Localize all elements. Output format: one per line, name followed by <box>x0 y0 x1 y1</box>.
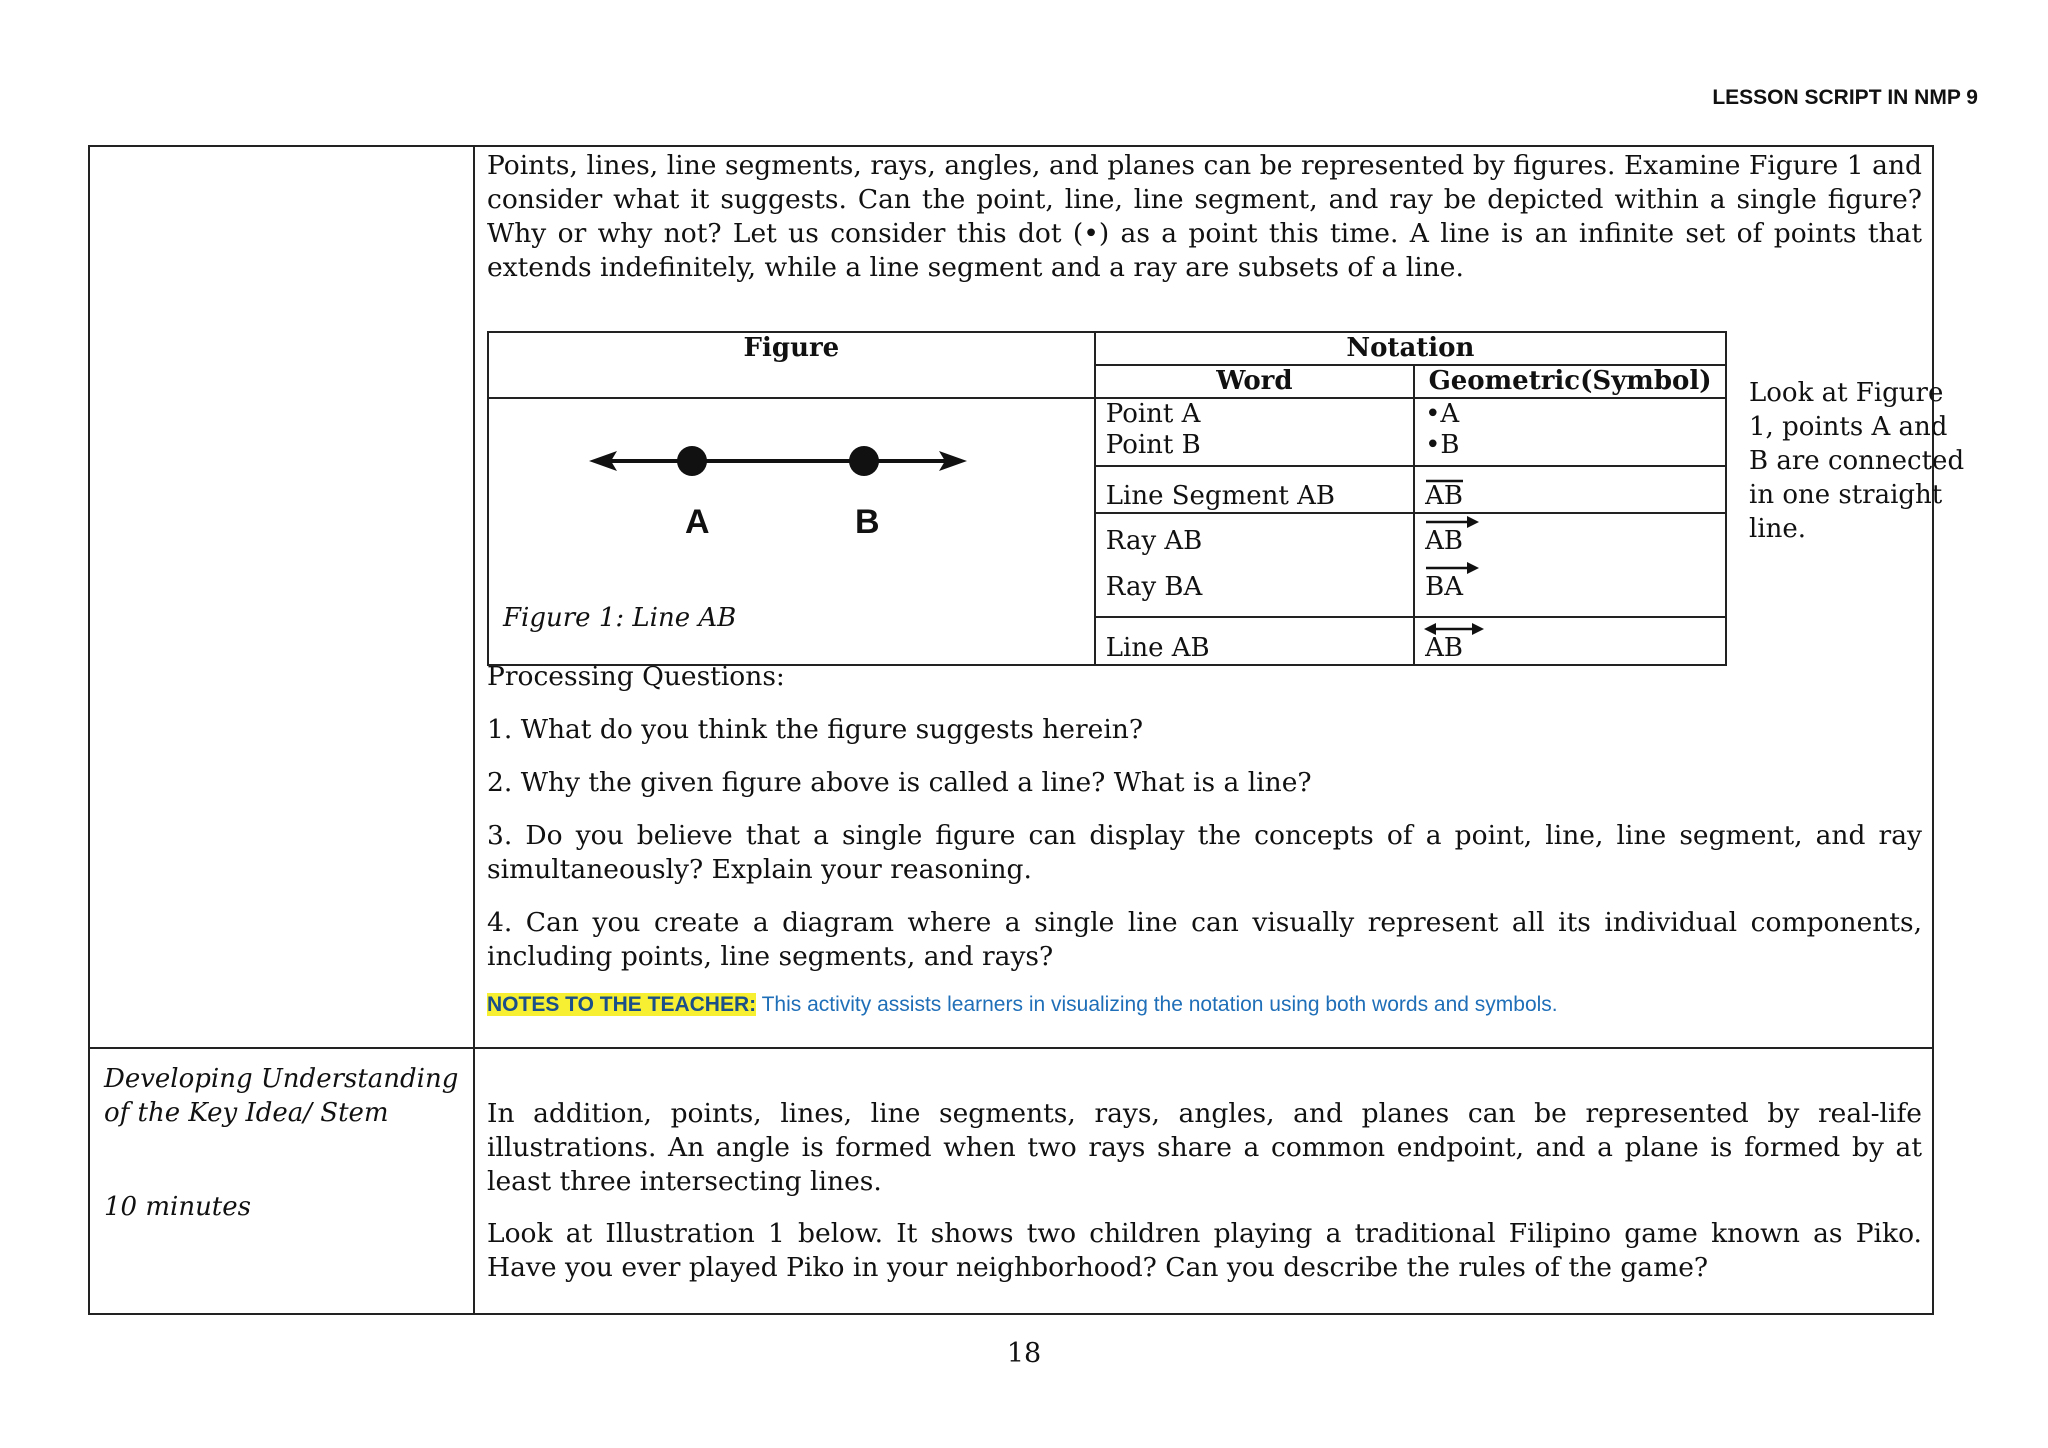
activity-cell <box>487 147 1965 1016</box>
intro-paragraph: Points, lines, line segments, rays, angles, and planes can be represented by figures. Examine Figure 1 and consider what it suggests. Can the point, line, line segment, and ray be depicted within a single figure? Why or why not? Let us consider this dot (•) as a point this time. A line is an infinite set of points that extends indefinitely, while a line segment and a ray are subsets of a line. <box>487 150 1922 283</box>
points-symbol-cell <box>1414 398 1726 466</box>
label-b: B <box>855 503 880 541</box>
segment-word: Line Segment AB <box>1105 481 1335 511</box>
notes-label: NOTES TO THE TEACHER: <box>487 993 757 1016</box>
notation-header: Notation <box>1095 332 1726 365</box>
line-word-cell <box>1095 617 1414 665</box>
point-b-symbol: •B <box>1425 430 1460 460</box>
ray-arrow-icon <box>1425 515 1481 529</box>
question-1: 1. What do you think the figure suggests herein? <box>487 714 1144 745</box>
double-arrow-icon <box>1423 622 1485 636</box>
line-symbol: AB <box>1425 633 1463 664</box>
question-2: 2. Why the given figure above is called a line? What is a line? <box>487 767 1312 798</box>
ray-ba-word: Ray BA <box>1105 572 1203 602</box>
segment-word-cell <box>1095 466 1414 513</box>
ray-ab-symbol: AB <box>1425 526 1715 557</box>
section-time: 10 minutes <box>104 1192 251 1222</box>
processing-title: Processing Questions: <box>487 661 785 692</box>
section-label-cell <box>104 1062 464 1224</box>
label-a: A <box>685 503 710 541</box>
lesson-table <box>88 145 1965 1315</box>
section-paragraph-1: In addition, points, lines, line segments, rays, angles, and planes can be represented by real-life illustrations. An angle is formed when two rays share a common endpoint, and a plane is formed by at least three intersecting lines. <box>487 1098 1922 1197</box>
point-a-symbol: •A <box>1425 399 1460 429</box>
line-word: Line AB <box>1105 633 1210 663</box>
figure-cell <box>488 398 1095 665</box>
processing-questions <box>487 660 1922 1017</box>
line-symbol-cell <box>1414 617 1726 665</box>
teacher-notes <box>487 993 1922 1017</box>
point-a-word: Point A <box>1105 399 1201 429</box>
page-number: 18 <box>1006 1338 1042 1369</box>
section-paragraph-2: Look at Illustration 1 below. It shows two children playing a traditional Filipino game known as Piko. Have you ever played Piko in your neighborhood? Can you describe the rules of the game? <box>487 1218 1922 1283</box>
geometric-header: Geometric(Symbol) <box>1414 365 1726 398</box>
rays-word-cell <box>1095 513 1414 617</box>
section-label: Developing Understanding of the Key Idea/ Stem <box>104 1064 459 1128</box>
ray-ba-symbol: BA <box>1425 572 1715 603</box>
ray-arrow-icon <box>1425 561 1481 575</box>
point-b-word: Point B <box>1105 430 1201 460</box>
row-divider <box>90 1047 1932 1049</box>
side-note: Look at Figure 1, points A and B are connected in one straight line. <box>1749 378 1965 544</box>
document-header: LESSON SCRIPT IN NMP 9 <box>1712 86 1978 109</box>
figure-caption: Figure 1: Line AB <box>503 603 737 633</box>
segment-bar-icon <box>1425 478 1465 486</box>
notes-text: This activity assists learners in visualizing the notation using both words and symbols. <box>756 993 1558 1016</box>
rays-symbol-cell <box>1414 513 1726 617</box>
word-header: Word <box>1095 365 1414 398</box>
segment-symbol-cell <box>1414 466 1726 513</box>
notation-table <box>487 331 1727 666</box>
question-4: 4. Can you create a diagram where a single line can visually represent all its individual components, including points, line segments, and rays? <box>487 907 1922 972</box>
point-b-dot <box>849 446 879 476</box>
figure-header: Figure <box>488 332 1095 398</box>
segment-symbol: AB <box>1425 481 1463 512</box>
ray-ab-word: Ray AB <box>1105 526 1203 556</box>
section-content-cell <box>487 1097 1922 1303</box>
points-word-cell <box>1095 398 1414 466</box>
point-a-dot <box>677 446 707 476</box>
column-divider <box>473 147 475 1313</box>
question-3: 3. Do you believe that a single figure can display the concepts of a point, line, line segment, and ray simultaneously? Explain your reasoning. <box>487 820 1922 885</box>
